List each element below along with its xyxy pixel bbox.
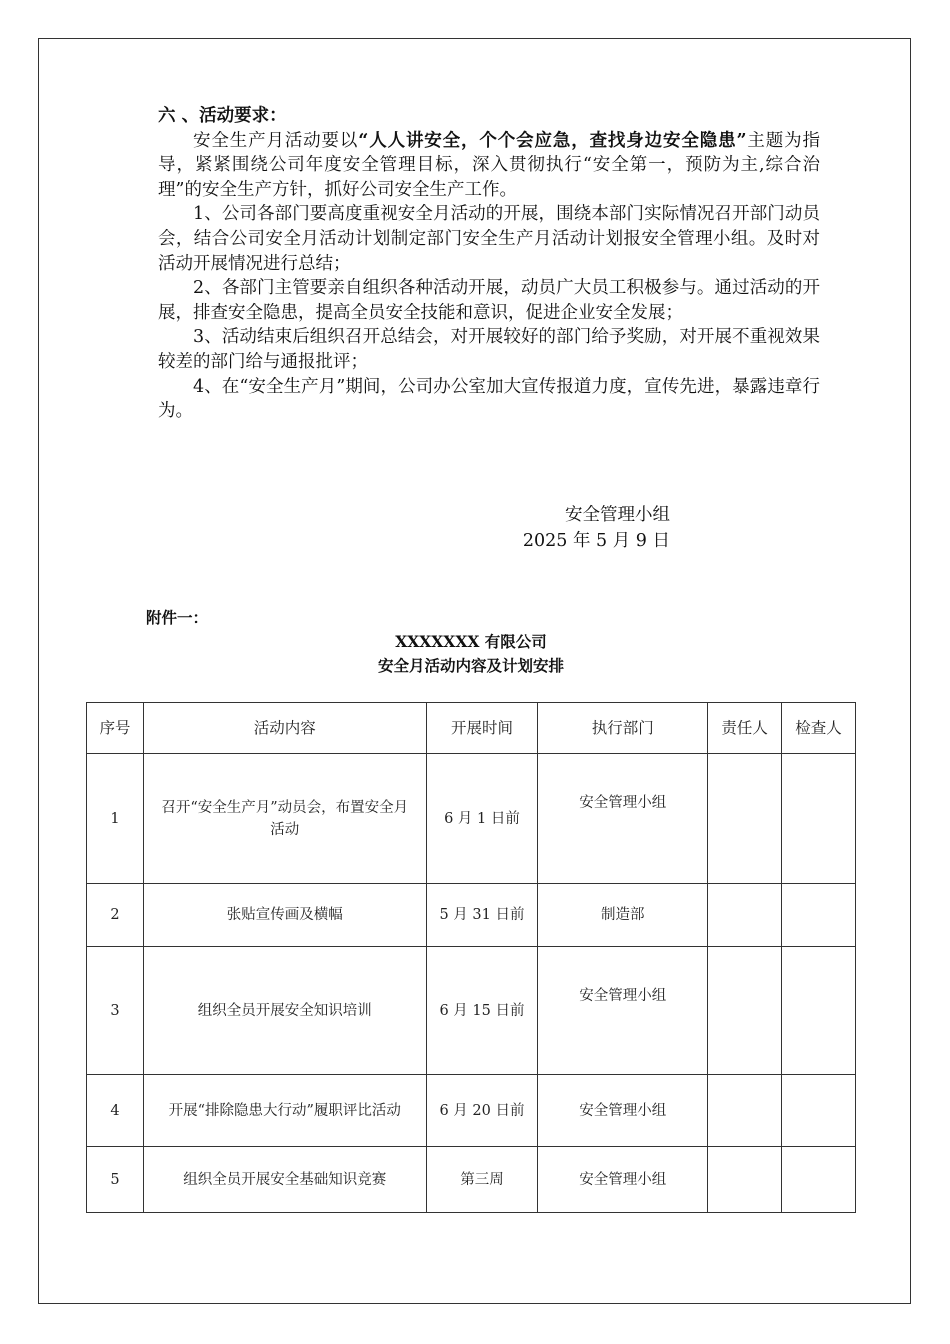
cell-content: 召开“安全生产月”动员会，布置安全月活动 [143, 754, 426, 884]
cell-time: 6 月 15 日前 [426, 947, 538, 1075]
section-heading: 六 、活动要求： [158, 106, 287, 126]
cell-time: 6 月 20 日前 [426, 1075, 538, 1147]
cell-owner [708, 1147, 782, 1213]
activity-plan-table [86, 702, 856, 1213]
cell-time: 第三周 [426, 1147, 538, 1213]
cell-owner [708, 947, 782, 1075]
activity-requirements-section [158, 104, 820, 424]
cell-content: 组织全员开展安全知识培训 [143, 947, 426, 1075]
cell-checker [782, 1147, 856, 1213]
annex-title-block [86, 630, 856, 678]
cell-no: 1 [87, 754, 144, 884]
intro-paragraph [158, 129, 820, 203]
cell-checker [782, 754, 856, 884]
header-content: 活动内容 [143, 703, 426, 754]
cell-checker [782, 947, 856, 1075]
cell-content: 组织全员开展安全基础知识竞赛 [143, 1147, 426, 1213]
cell-time: 5 月 31 日前 [426, 884, 538, 947]
cell-content: 张贴宣传画及横幅 [143, 884, 426, 947]
cell-checker [782, 1075, 856, 1147]
cell-dept: 安全管理小组 [538, 1147, 708, 1213]
cell-owner [708, 754, 782, 884]
table-row [87, 754, 856, 884]
table-row [87, 1075, 856, 1147]
cell-checker [782, 884, 856, 947]
intro-post: 主题为指导，紧紧围绕公司年度安全管理目标，深入贯彻执行“安全第一，预防为主,综合治理”的安全生产方针，抓好公司安全生产工作。 [158, 130, 821, 200]
header-time: 开展时间 [426, 703, 538, 754]
requirement-item: 4、在“安全生产月”期间，公司办公室加大宣传报道力度，宣传先进，暴露违章行为。 [158, 376, 820, 422]
signoff-org: 安全管理小组 [565, 505, 670, 525]
cell-time: 6 月 1 日前 [426, 754, 538, 884]
signoff-block [480, 502, 670, 554]
requirement-item: 2、各部门主管要亲自组织各种活动开展，动员广大员工积极参与。通过活动的开展，排查安全隐患，提高全员安全技能和意识，促进企业安全发展； [158, 278, 820, 323]
cell-dept: 安全管理小组 [538, 754, 708, 884]
header-checker: 检查人 [782, 703, 856, 754]
signoff-date: 2025 年 5 月 9 日 [522, 531, 670, 551]
cell-dept: 安全管理小组 [538, 947, 708, 1075]
table-row [87, 1147, 856, 1213]
header-dept: 执行部门 [538, 703, 708, 754]
cell-no: 4 [87, 1075, 144, 1147]
cell-no: 3 [87, 947, 144, 1075]
cell-no: 2 [87, 884, 144, 947]
intro-pre: 安全生产月活动要以 [193, 130, 359, 151]
header-owner: 责任人 [708, 703, 782, 754]
cell-content: 开展“排除隐患大行动”履职评比活动 [143, 1075, 426, 1147]
table-header-row [87, 703, 856, 754]
cell-owner [708, 1075, 782, 1147]
requirement-item: 3、活动结束后组织召开总结会，对开展较好的部门给予奖励，对开展不重视效果较差的部门给与通报批评； [158, 327, 820, 372]
header-no: 序号 [87, 703, 144, 754]
requirement-item: 1、公司各部门要高度重视安全月活动的开展，围绕本部门实际情况召开部门动员会，结合公司安全月活动计划制定部门安全生产月活动计划报安全管理小组。及时对活动开展情况进行总结； [158, 204, 820, 274]
cell-no: 5 [87, 1147, 144, 1213]
cell-dept: 制造部 [538, 884, 708, 947]
table-row [87, 947, 856, 1075]
annex-label: 附件一： [146, 608, 209, 627]
plan-title: 安全月活动内容及计划安排 [377, 656, 564, 675]
cell-dept: 安全管理小组 [538, 1075, 708, 1147]
company-name: XXXXXXX 有限公司 [395, 632, 547, 651]
cell-owner [708, 884, 782, 947]
theme-slogan: “人人讲安全，个个会应急，查找身边安全隐患” [358, 130, 747, 151]
table-row [87, 884, 856, 947]
